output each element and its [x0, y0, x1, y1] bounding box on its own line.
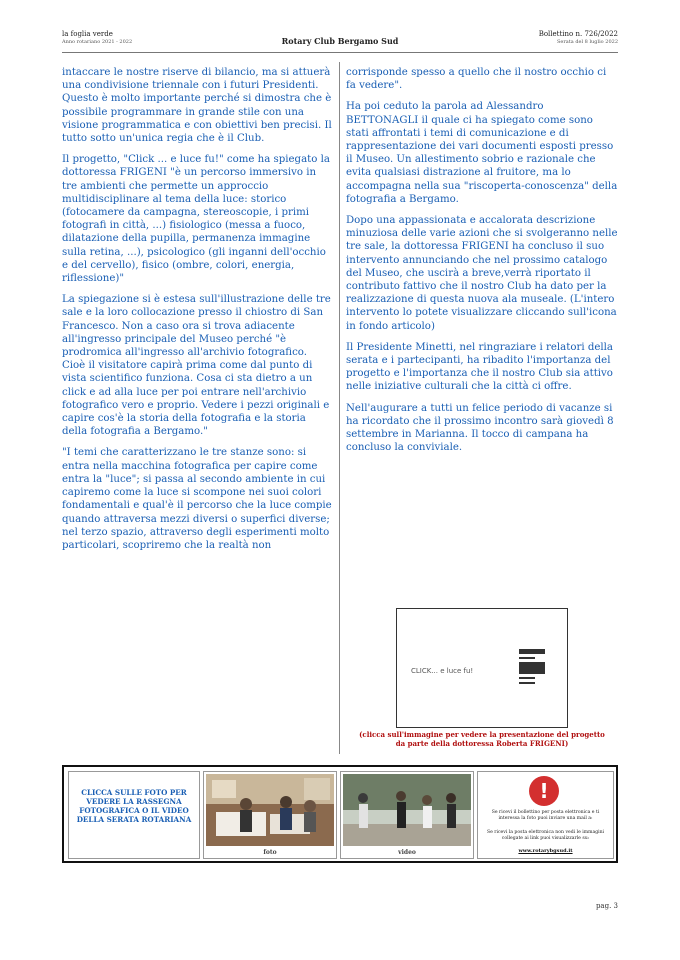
paragraph: corrisponde spesso a quello che il nostro occhio ci fa vedere".	[346, 67, 607, 92]
bulletin-number: Bollettino n. 726/2022	[538, 30, 618, 38]
right-column	[346, 66, 618, 606]
paragraph: Il Presidente Minetti, nel ringraziare i relatori della serata e i partecipanti, ha ribadito l'importanza del progetto e l'importanza che il nostro Club sia attivo nelle iniziative culturali che la città ci offre.	[346, 341, 613, 393]
video-label: video	[398, 849, 416, 856]
header-right	[539, 30, 618, 46]
photo-gallery-image	[206, 774, 334, 846]
media-banner	[62, 765, 618, 863]
rotary-year: Anno rotariano 2021 - 2022	[62, 39, 133, 45]
paragraph: Ha poi ceduto la parola ad Alessandro BETTONAGLI il quale ci ha spiegato come sono stati affrontati i temi di comunicazione e di rappresentazione dei vari documenti esposti presso il Museo. Un allestimento sobrio e razionale che evita qualsiasi distrazione al fruitore, ma lo accompagna nella sua "riscoperta-conoscenza" della fotografia a Bergamo.	[346, 101, 618, 205]
page-number: pag. 3	[595, 902, 618, 910]
column-divider	[339, 62, 340, 754]
left-column	[62, 66, 332, 754]
contact-text-2: Se ricevi la posta elettronica non vedi le immagini collegate ai link puoi visualizzarle su:	[486, 830, 605, 841]
paragraph: Il progetto, "Click ... e luce fu!" come ha spiegato la dottoressa FRIGENI "è un percorso immersivo in tre ambienti che permette un approccio multidisciplinare al tema della luce: storico (fotocamere da campagna, stereoscopie, i primi fotografi in città, ...) fisiologico (messa a fuoco, dilatazione della pupilla, permanenza immagine sulla retina, ...), psicologico (gli inganni dell'occhio e del cervello), fisico (ombre, colori, energia, riflessione)"	[62, 154, 330, 285]
museum-logo-icon	[519, 649, 545, 695]
media-instructions	[68, 771, 200, 859]
website-link[interactable]: www.rotarybgsud.it	[518, 848, 573, 854]
club-name: Rotary Club Bergamo Sud	[281, 36, 399, 46]
video-link[interactable]	[340, 771, 474, 859]
media-instructions-text: CLICCA SULLE FOTO PER VEDERE LA RASSEGNA FOTOGRAFICA O IL VIDEO DELLA SERATA ROTARIANA	[76, 788, 192, 824]
photo-label: foto	[263, 849, 277, 856]
paragraph: Nell'augurare a tutti un felice periodo di vacanze si ha ricordato che il prossimo incontro sarà giovedì 8 settembre in Marianna. Il tocco di campana ha concluso la conviviale.	[346, 402, 614, 454]
bulletin-name: la foglia verde	[62, 30, 113, 38]
thumbnail-title: CLICK... e luce fu!	[411, 667, 474, 675]
presentation-thumbnail[interactable]	[396, 608, 568, 728]
thumbnail-caption: (clicca sull'immagine per vedere la presentazione del progetto da parte della dottoressa Roberta FRIGENI)	[359, 730, 605, 748]
contact-info	[477, 771, 614, 859]
page-header	[62, 30, 618, 53]
photo-gallery-link[interactable]	[203, 771, 337, 859]
alert-icon: !	[529, 776, 559, 806]
contact-text: Se ricevi il bollettino per posta elettronica e ti interessa la foto puoi inviare una mail a:	[491, 810, 600, 821]
paragraph: Dopo una appassionata e accalorata descrizione minuziosa delle varie azioni che si svolgeranno nelle tre sale, la dottoressa FRIGENI ha concluso il suo intervento annunciando che nel prossimo catalogo del Museo, che uscirà a breve,verrà riportato il contributo fattivo che il nostro Club ha dato per la realizzazione di questa nuova ala museale. (L'intero intervento lo potete visualizzare cliccando sull'icona in fondo articolo)	[346, 215, 618, 332]
meeting-date: Serata del 8 luglio 2022	[557, 39, 618, 45]
video-image	[343, 774, 471, 846]
paragraph: "I temi che caratterizzano le tre stanze sono: si entra nella macchina fotografica per capire come entra la "luce"; si passa al secondo ambiente in cui capiremo come la luce si scompone nei suoi colori fondamentali e qual'è il percorso che la luce compie quando attraversa mezzi diversi o superfici diverse; nel terzo spazio, attraverso degli esperimenti molto particolari, scopriremo che la realtà non	[62, 447, 332, 551]
paragraph: La spiegazione si è estesa sull'illustrazione delle tre sale e la loro collocazione presso il chiostro di San Francesco. Non a caso ora si trova adiacente all'ingresso principale del Museo perché "è prodromica all'ingresso all'archivio fotografico. Cioè il visitatore capirà prima come dal punto di vista scientifico funziona. Cosa ci sta dietro a un click e ad alla luce per poi entrare nell'archivio fotografico vero e proprio. Vedere i pezzi originali e capire cos'è la storia della fotografia e la storia della fotografia a Bergamo."	[62, 294, 331, 438]
paragraph: intaccare le nostre riserve di bilancio, ma si attuerà una condivisione triennale con i futuri Presidenti. Questo è molto importante perché si dimostra che è possibile programmare in grande stile con una visione programmatica e con obiettivi ben precisi. Il tutto sotto un'unica regia che è il Club.	[62, 67, 332, 145]
